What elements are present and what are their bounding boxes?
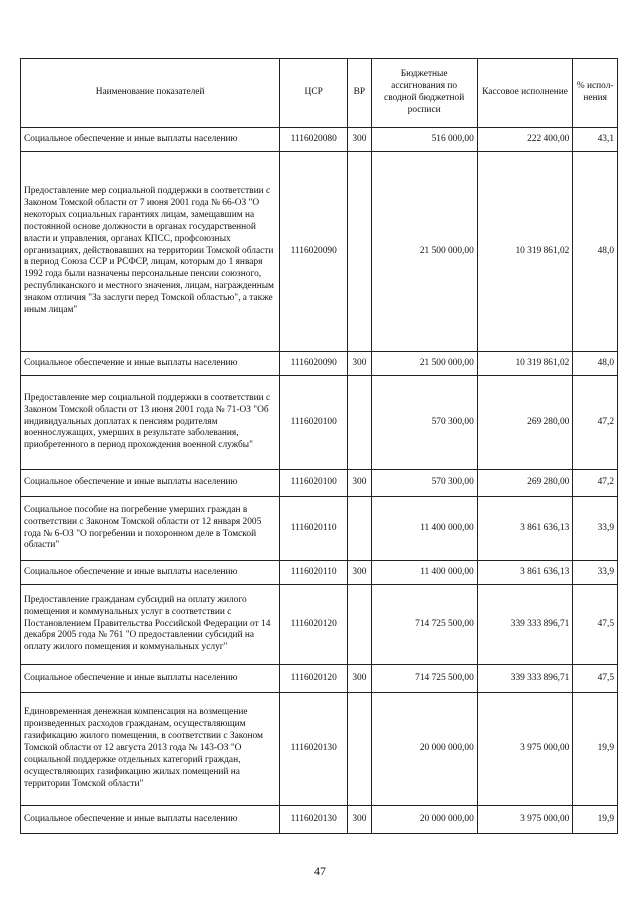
- row-vr: 300: [348, 665, 371, 693]
- row-budget: 570 300,00: [371, 376, 477, 470]
- row-budget: 21 500 000,00: [371, 152, 477, 352]
- row-csr: 1116020100: [280, 470, 348, 497]
- header-cash: Кассовое исполнение: [477, 59, 573, 128]
- row-name: Социальное обеспечение и иные выплаты населению: [21, 352, 280, 376]
- row-vr: 300: [348, 806, 371, 834]
- row-csr: 1116020120: [280, 665, 348, 693]
- row-name: Предоставление гражданам субсидий на оплату жилого помещения и коммунальных услуг в соответствии с Постановлением Правительства Российской Федерации от 14 декабря 2005 года № 761 "О предоставлении субсидий на оплату жилого помещения и коммунальных услуг": [21, 585, 280, 665]
- row-vr: [348, 585, 371, 665]
- row-cash: 3 861 636,13: [477, 497, 573, 561]
- row-pct: 33,9: [573, 497, 618, 561]
- table-row: [21, 585, 618, 665]
- row-csr: 1116020100: [280, 376, 348, 470]
- row-csr: 1116020090: [280, 152, 348, 352]
- row-cash: 222 400,00: [477, 128, 573, 152]
- row-name: Социальное обеспечение и иные выплаты населению: [21, 665, 280, 693]
- table-row: [21, 352, 618, 376]
- row-csr: 1116020130: [280, 693, 348, 806]
- row-pct: 33,9: [573, 561, 618, 585]
- table-header-row: [21, 59, 618, 128]
- row-csr: 1116020120: [280, 585, 348, 665]
- row-csr: 1116020080: [280, 128, 348, 152]
- row-name: Предоставление мер социальной поддержки в соответствии с Законом Томской области от 13 июня 2001 года № 71-ОЗ "Об индивидуальных доплатах к пенсиям родителям военнослужащих, умерших в результате заболевания, приобретенного в период прохождения военной службы": [21, 376, 280, 470]
- row-name: Единовременная денежная компенсация на возмещение произведенных расходов гражданам, осуществляющим газификацию жилого помещения, в соответствии с Законом Томской области от 12 августа 2013 года № 143-ОЗ "О социальной поддержке отдельных категорий граждан, осуществляющих газификацию жилых помещений на территории Томской области": [21, 693, 280, 806]
- row-vr: 300: [348, 470, 371, 497]
- table-row: [21, 693, 618, 806]
- row-budget: 11 400 000,00: [371, 561, 477, 585]
- row-vr: 300: [348, 128, 371, 152]
- header-pct: % испол-нения: [573, 59, 618, 128]
- table-row: [21, 497, 618, 561]
- table-row: [21, 806, 618, 834]
- row-budget: 714 725 500,00: [371, 665, 477, 693]
- row-budget: 21 500 000,00: [371, 352, 477, 376]
- row-vr: [348, 376, 371, 470]
- row-name: Социальное обеспечение и иные выплаты населению: [21, 128, 280, 152]
- budget-execution-table: [20, 58, 618, 834]
- row-cash: 269 280,00: [477, 470, 573, 497]
- row-csr: 1116020130: [280, 806, 348, 834]
- row-vr: [348, 693, 371, 806]
- table-row: [21, 561, 618, 585]
- row-budget: 11 400 000,00: [371, 497, 477, 561]
- row-csr: 1116020110: [280, 561, 348, 585]
- table-row: [21, 128, 618, 152]
- row-pct: 47,5: [573, 665, 618, 693]
- row-csr: 1116020110: [280, 497, 348, 561]
- row-budget: 20 000 000,00: [371, 806, 477, 834]
- header-csr: ЦСР: [280, 59, 348, 128]
- table-row: [21, 665, 618, 693]
- row-name: Предоставление мер социальной поддержки в соответствии с Законом Томской области от 7 июня 2001 года № 66-ОЗ "О некоторых социальных гарантиях лицам, замещавшим на постоянной основе должности в органах государственной власти и управления, органах КПСС, профсоюзных организациях, действовавших на территории Томской области в период Союза ССР и РСФСР, лицам, которым до 1 января 1992 года были назначены персональные пенсии союзного, республиканского и местного значения, лицам, награжденным знаком отличия "За заслуги перед Томской областью", а также иным лицам": [21, 152, 280, 352]
- row-pct: 19,9: [573, 693, 618, 806]
- table-row: [21, 470, 618, 497]
- row-name: Социальное обеспечение и иные выплаты населению: [21, 806, 280, 834]
- row-cash: 10 319 861,02: [477, 352, 573, 376]
- row-cash: 339 333 896,71: [477, 665, 573, 693]
- row-pct: 19,9: [573, 806, 618, 834]
- row-vr: 300: [348, 561, 371, 585]
- table-row: [21, 376, 618, 470]
- row-cash: 3 975 000,00: [477, 806, 573, 834]
- header-name: Наименование показателей: [21, 59, 280, 128]
- row-cash: 3 861 636,13: [477, 561, 573, 585]
- row-vr: [348, 497, 371, 561]
- row-vr: 300: [348, 352, 371, 376]
- row-budget: 516 000,00: [371, 128, 477, 152]
- header-budget: Бюджетные ассигнования по сводной бюджетной росписи: [371, 59, 477, 128]
- header-vr: ВР: [348, 59, 371, 128]
- row-name: Социальное пособие на погребение умерших граждан в соответствии с Законом Томской области от 12 января 2005 года № 6-ОЗ "О погребении и похоронном деле в Томской области": [21, 497, 280, 561]
- row-budget: 20 000 000,00: [371, 693, 477, 806]
- row-budget: 570 300,00: [371, 470, 477, 497]
- row-name: Социальное обеспечение и иные выплаты населению: [21, 561, 280, 585]
- row-vr: [348, 152, 371, 352]
- row-cash: 269 280,00: [477, 376, 573, 470]
- row-pct: 48,0: [573, 152, 618, 352]
- row-budget: 714 725 500,00: [371, 585, 477, 665]
- row-name: Социальное обеспечение и иные выплаты населению: [21, 470, 280, 497]
- row-csr: 1116020090: [280, 352, 348, 376]
- row-cash: 10 319 861,02: [477, 152, 573, 352]
- page-number: 47: [314, 864, 326, 878]
- row-cash: 339 333 896,71: [477, 585, 573, 665]
- row-pct: 47,2: [573, 470, 618, 497]
- row-pct: 43,1: [573, 128, 618, 152]
- row-pct: 48,0: [573, 352, 618, 376]
- row-pct: 47,5: [573, 585, 618, 665]
- table-row: [21, 152, 618, 352]
- row-pct: 47,2: [573, 376, 618, 470]
- row-cash: 3 975 000,00: [477, 693, 573, 806]
